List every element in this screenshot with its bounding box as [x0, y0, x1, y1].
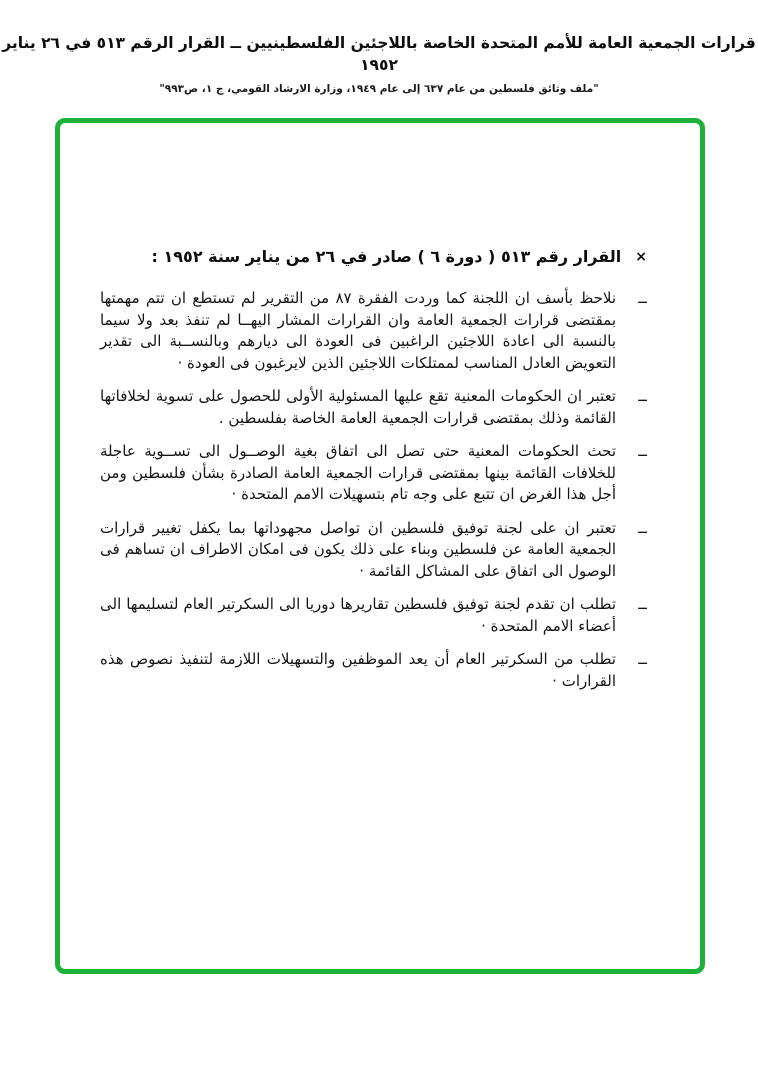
paragraph-text: تحث الحكومات المعنية حتى تصل الى اتفاق بغية الوصــول الى تســوية عاجلة للخلافات القائمة بينها بمقتضى قرارات الجمعية العامة الصادرة بشأن فلسطين ومن أجل هذا الغرض ان تتبع على وجه تام بتسهيلات الامم المتحدة ·: [100, 442, 616, 503]
dash-bullet-icon: ــ: [638, 595, 647, 613]
list-item: [100, 594, 647, 637]
paragraph-text: تطلب من السكرتير العام أن يعد الموظفين والتسهيلات اللازمة لتنفيذ نصوص هذه القرارات ·: [100, 650, 616, 690]
list-item: [100, 441, 647, 506]
dash-bullet-icon: ــ: [638, 289, 647, 307]
paragraph-text: تطلب ان تقدم لجنة توفيق فلسطين تقاريرها دوريا الى السكرتير العام لتسليمها الى أعضاء الامم المتحدة ·: [100, 595, 616, 635]
dash-bullet-icon: ــ: [638, 387, 647, 405]
dash-bullet-icon: ــ: [638, 518, 647, 537]
dash-bullet-icon: ــ: [638, 442, 647, 460]
document-title: قرارات الجمعية العامة للأمم المتحدة الخاصة باللاجئين الفلسطينيين ــ القرار الرقم ٥١٣ في ٢٦ يناير ١٩٥٢: [2, 34, 756, 74]
resolution-body: [60, 123, 700, 692]
resolution-heading: القرار رقم ٥١٣ ( دورة ٦ ) صادر في ٢٦ من يناير سنة ١٩٥٢ :: [151, 247, 622, 266]
x-marker-icon: ×: [635, 249, 647, 265]
dash-bullet-icon: ــ: [638, 650, 647, 668]
list-item: [100, 288, 647, 374]
green-border-frame: [55, 118, 705, 974]
list-item: [100, 518, 647, 583]
list-item: [100, 386, 647, 429]
page-header: [0, 0, 758, 95]
paragraph-text: تعتبر ان على لجنة توفيق فلسطين ان تواصل مجهوداتها بما يكفل تغيير قرارات الجمعية العامة عن فلسطين وبناء على ذلك يكون فى امكان الاطراف ان تساهم فى الوصول الى اتفاق على المشاكل القائمة ·: [100, 518, 616, 580]
resolution-heading-row: [100, 245, 647, 269]
list-item: [100, 649, 647, 692]
source-citation: "ملف وثائق فلسطين من عام ٦٣٧ إلى عام ١٩٤٩، وزارة الارشاد القومي، ج ١، ص٩٩٣": [159, 83, 599, 95]
paragraph-text: نلاحظ بأسف ان اللجنة كما وردت الفقرة ٨٧ من التقرير لم تستطع ان تتم مهمتها بمقتضى قرارات الجمعية العامة وان القرارات المشار اليهــا لم تنفذ بعد ولا سيما بالنسبة الى اعادة اللاجئين الراغبين فى العودة الى ديارهم وبالنســبة الى تقدير التعويض العادل المناسب لممتلكات اللاجئين الذين لايرغبون فى العودة ·: [100, 289, 616, 372]
paragraph-text: تعتبر ان الحكومات المعنية تقع عليها المسئولية الأولى للحصول على تسوية لخلافاتها القائمة وذلك بمقتضى قرارات الجمعية العامة الخاصة بفلسطين .: [100, 387, 616, 427]
